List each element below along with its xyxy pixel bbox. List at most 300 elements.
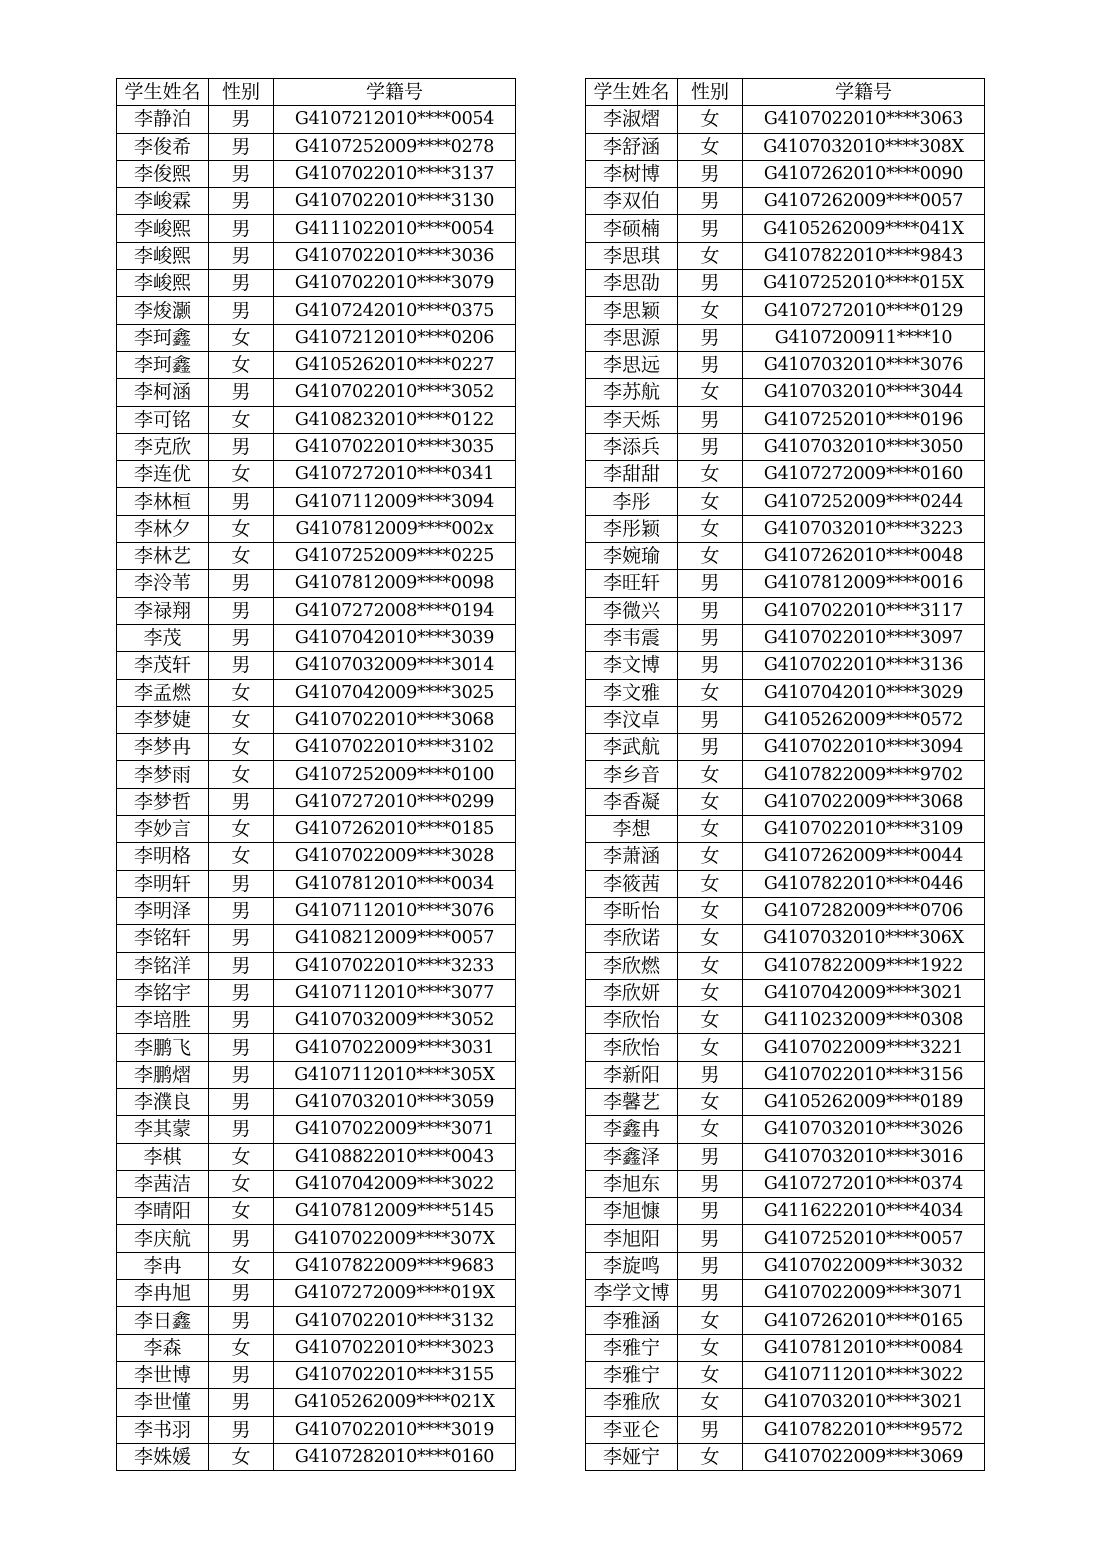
table-row — [117, 1170, 516, 1197]
table-row — [117, 624, 516, 651]
student-name: 李濮良 — [117, 1088, 209, 1115]
student-gender: 女 — [678, 897, 743, 924]
student-gender: 女 — [678, 925, 743, 952]
table-row — [586, 1143, 985, 1170]
student-name: 李培胜 — [117, 1007, 209, 1034]
student-rows-right — [586, 106, 985, 1471]
student-id: G4107272009****0160 — [743, 461, 985, 488]
table-row — [117, 188, 516, 215]
student-id: G4107812010****0084 — [743, 1334, 985, 1361]
student-id: G4107262010****0090 — [743, 160, 985, 187]
table-row — [586, 324, 985, 351]
student-gender: 女 — [209, 734, 274, 761]
student-gender: 女 — [678, 1361, 743, 1388]
header-student-id: 学籍号 — [274, 79, 516, 106]
student-gender: 男 — [209, 597, 274, 624]
student-gender: 女 — [678, 1007, 743, 1034]
table-row — [586, 734, 985, 761]
student-id: G4107262009****0044 — [743, 843, 985, 870]
student-gender: 男 — [209, 433, 274, 460]
student-name: 李筱茜 — [586, 870, 678, 897]
table-row — [117, 379, 516, 406]
student-name: 李婉瑜 — [586, 543, 678, 570]
student-id: G4107022010****3233 — [274, 952, 516, 979]
student-gender: 女 — [678, 1034, 743, 1061]
student-id: G4107022009****3221 — [743, 1034, 985, 1061]
student-table-left — [116, 78, 516, 1471]
student-gender: 女 — [678, 1116, 743, 1143]
table-row — [117, 160, 516, 187]
student-gender: 女 — [678, 461, 743, 488]
student-gender: 女 — [678, 761, 743, 788]
student-name: 李想 — [586, 816, 678, 843]
student-name: 李彤 — [586, 488, 678, 515]
table-row — [117, 515, 516, 542]
table-row — [117, 133, 516, 160]
table-row — [586, 379, 985, 406]
student-gender: 男 — [209, 1361, 274, 1388]
student-name: 李娅宁 — [586, 1443, 678, 1470]
student-id: G4107262009****0057 — [743, 188, 985, 215]
student-name: 李晴阳 — [117, 1198, 209, 1225]
table-row — [117, 1280, 516, 1307]
student-id: G4107282009****0706 — [743, 897, 985, 924]
student-name: 李俊熙 — [117, 160, 209, 187]
table-row — [117, 324, 516, 351]
student-name: 李添兵 — [586, 433, 678, 460]
student-gender: 男 — [209, 925, 274, 952]
student-name: 李梦雨 — [117, 761, 209, 788]
header-gender: 性别 — [209, 79, 274, 106]
student-name: 李甜甜 — [586, 461, 678, 488]
student-gender: 女 — [678, 679, 743, 706]
student-gender: 男 — [678, 406, 743, 433]
student-gender: 男 — [209, 870, 274, 897]
table-row — [117, 816, 516, 843]
student-name: 李世懂 — [117, 1389, 209, 1416]
student-gender: 男 — [209, 1280, 274, 1307]
student-id: G4107252010****015X — [743, 270, 985, 297]
student-id: G4107822009****1922 — [743, 952, 985, 979]
student-name: 李明格 — [117, 843, 209, 870]
table-row — [586, 816, 985, 843]
student-name: 李克欣 — [117, 433, 209, 460]
student-gender: 女 — [678, 952, 743, 979]
table-row — [117, 543, 516, 570]
student-name: 李微兴 — [586, 597, 678, 624]
student-id: G4107812009****5145 — [274, 1198, 516, 1225]
student-name: 李树博 — [586, 160, 678, 187]
student-name: 李峻霖 — [117, 188, 209, 215]
table-row — [586, 270, 985, 297]
student-id: G4108232010****0122 — [274, 406, 516, 433]
table-row — [586, 897, 985, 924]
student-gender: 男 — [209, 652, 274, 679]
student-name: 李馨艺 — [586, 1088, 678, 1115]
student-id: G4107252009****0278 — [274, 133, 516, 160]
student-gender: 男 — [678, 1061, 743, 1088]
student-id: G4107022009****307X — [274, 1225, 516, 1252]
student-gender: 女 — [209, 406, 274, 433]
student-gender: 男 — [209, 979, 274, 1006]
student-gender: 女 — [209, 351, 274, 378]
student-id: G4107022010****3102 — [274, 734, 516, 761]
student-id: G4107022010****3132 — [274, 1307, 516, 1334]
student-id: G4107022010****3097 — [743, 624, 985, 651]
student-name: 李铭轩 — [117, 925, 209, 952]
student-gender: 男 — [209, 215, 274, 242]
table-row — [586, 624, 985, 651]
student-gender: 男 — [209, 188, 274, 215]
student-id: G4107812009****0098 — [274, 570, 516, 597]
student-id: G4107032009****3052 — [274, 1007, 516, 1034]
student-name: 李泠苇 — [117, 570, 209, 597]
student-gender: 女 — [209, 1443, 274, 1470]
table-row — [586, 1061, 985, 1088]
student-id: G4107262010****0165 — [743, 1307, 985, 1334]
student-gender: 女 — [678, 242, 743, 269]
table-row — [586, 925, 985, 952]
student-gender: 男 — [678, 734, 743, 761]
student-id: G4105262009****0572 — [743, 706, 985, 733]
student-name: 李旭阳 — [586, 1225, 678, 1252]
student-id: G4107042009****3022 — [274, 1170, 516, 1197]
student-id: G4107022009****3069 — [743, 1443, 985, 1470]
student-name: 李思源 — [586, 324, 678, 351]
student-id: G4107822010****0446 — [743, 870, 985, 897]
student-name: 李思琪 — [586, 242, 678, 269]
student-name: 李欣燃 — [586, 952, 678, 979]
header-name: 学生姓名 — [586, 79, 678, 106]
table-row — [117, 734, 516, 761]
student-name: 李梦婕 — [117, 706, 209, 733]
table-row — [117, 406, 516, 433]
table-row — [117, 1143, 516, 1170]
student-name: 李乡音 — [586, 761, 678, 788]
student-gender: 女 — [209, 1170, 274, 1197]
student-id: G4107032010****3021 — [743, 1389, 985, 1416]
table-row — [117, 1389, 516, 1416]
table-row — [117, 461, 516, 488]
table-row — [586, 1116, 985, 1143]
student-name: 李雅涵 — [586, 1307, 678, 1334]
student-name: 李欣妍 — [586, 979, 678, 1006]
student-gender: 男 — [209, 133, 274, 160]
table-row — [586, 188, 985, 215]
student-name: 李淑熠 — [586, 106, 678, 133]
student-name: 李旋鸣 — [586, 1252, 678, 1279]
student-gender: 女 — [678, 1389, 743, 1416]
table-row — [117, 843, 516, 870]
header-name: 学生姓名 — [117, 79, 209, 106]
student-id: G4107022010****3023 — [274, 1334, 516, 1361]
table-row — [586, 979, 985, 1006]
student-id: G4107022010****3136 — [743, 652, 985, 679]
student-name: 李林桓 — [117, 488, 209, 515]
student-name: 李汶卓 — [586, 706, 678, 733]
student-name: 李武航 — [586, 734, 678, 761]
student-name: 李峻熙 — [117, 270, 209, 297]
table-row — [586, 1280, 985, 1307]
student-id: G4111022010****0054 — [274, 215, 516, 242]
student-gender: 男 — [678, 160, 743, 187]
student-id: G4107022009****3068 — [743, 788, 985, 815]
student-gender: 女 — [209, 324, 274, 351]
student-gender: 男 — [209, 1061, 274, 1088]
student-name: 李明轩 — [117, 870, 209, 897]
table-row — [586, 1198, 985, 1225]
student-gender: 男 — [678, 1143, 743, 1170]
student-id: G4107022009****3028 — [274, 843, 516, 870]
student-gender: 女 — [678, 488, 743, 515]
table-row — [117, 706, 516, 733]
student-name: 李鹏熠 — [117, 1061, 209, 1088]
student-id: G4107022010****3052 — [274, 379, 516, 406]
student-name: 李欣怡 — [586, 1007, 678, 1034]
student-gender: 男 — [209, 1416, 274, 1443]
student-id: G4107022010****3155 — [274, 1361, 516, 1388]
student-gender: 女 — [209, 1334, 274, 1361]
student-gender: 女 — [209, 1143, 274, 1170]
student-name: 李其蒙 — [117, 1116, 209, 1143]
student-id: G4107022010****3137 — [274, 160, 516, 187]
student-gender: 女 — [209, 1252, 274, 1279]
student-name: 李梦哲 — [117, 788, 209, 815]
table-row — [117, 1007, 516, 1034]
table-row — [117, 1307, 516, 1334]
student-table-right — [585, 78, 985, 1471]
student-name: 李天烁 — [586, 406, 678, 433]
student-id: G4107042009****3025 — [274, 679, 516, 706]
table-row — [117, 570, 516, 597]
table-row — [117, 952, 516, 979]
student-gender: 男 — [209, 952, 274, 979]
student-gender: 男 — [209, 488, 274, 515]
table-row — [117, 761, 516, 788]
student-id: G4107822010****9572 — [743, 1416, 985, 1443]
table-row — [586, 543, 985, 570]
student-id: G4107252009****0244 — [743, 488, 985, 515]
student-id: G4107282010****0160 — [274, 1443, 516, 1470]
student-gender: 男 — [678, 1416, 743, 1443]
student-id: G4107272010****0129 — [743, 297, 985, 324]
student-id: G4107022009****3071 — [743, 1280, 985, 1307]
table-row — [117, 1443, 516, 1470]
table-row — [117, 897, 516, 924]
student-gender: 男 — [678, 324, 743, 351]
student-name: 李冉 — [117, 1252, 209, 1279]
student-id: G4107022010****3063 — [743, 106, 985, 133]
student-gender: 女 — [678, 515, 743, 542]
student-id: G4107032010****306X — [743, 925, 985, 952]
table-row — [117, 297, 516, 324]
student-id: G4107272009****019X — [274, 1280, 516, 1307]
student-name: 李铭洋 — [117, 952, 209, 979]
student-id: G4107272010****0299 — [274, 788, 516, 815]
table-row — [586, 570, 985, 597]
student-id: G4107022010****3068 — [274, 706, 516, 733]
table-row — [586, 515, 985, 542]
student-id: G4107252009****0225 — [274, 543, 516, 570]
student-id: G4107812009****0016 — [743, 570, 985, 597]
table-row — [586, 297, 985, 324]
table-row — [586, 160, 985, 187]
student-id: G4107822009****9702 — [743, 761, 985, 788]
student-name: 李思劭 — [586, 270, 678, 297]
student-gender: 女 — [209, 543, 274, 570]
student-id: G4107812009****002x — [274, 515, 516, 542]
student-gender: 女 — [678, 543, 743, 570]
student-gender: 女 — [678, 106, 743, 133]
student-name: 李焌灏 — [117, 297, 209, 324]
student-name: 李文雅 — [586, 679, 678, 706]
student-gender: 男 — [209, 1088, 274, 1115]
student-gender: 女 — [678, 133, 743, 160]
student-id: G4107200911****10 — [743, 324, 985, 351]
student-gender: 男 — [678, 597, 743, 624]
student-id: G4107032010****3076 — [743, 351, 985, 378]
student-gender: 男 — [209, 624, 274, 651]
table-row — [586, 952, 985, 979]
student-name: 李双伯 — [586, 188, 678, 215]
student-gender: 男 — [209, 160, 274, 187]
student-name: 李雅欣 — [586, 1389, 678, 1416]
student-gender: 男 — [209, 297, 274, 324]
student-id: G4105262009****0189 — [743, 1088, 985, 1115]
table-row — [117, 788, 516, 815]
student-id: G4108822010****0043 — [274, 1143, 516, 1170]
student-gender: 男 — [678, 570, 743, 597]
table-row — [586, 461, 985, 488]
student-id: G4108212009****0057 — [274, 925, 516, 952]
student-gender: 男 — [678, 652, 743, 679]
student-id: G4107822010****9843 — [743, 242, 985, 269]
student-id: G4107032010****3016 — [743, 1143, 985, 1170]
student-id: G4107032010****3026 — [743, 1116, 985, 1143]
table-row — [586, 1307, 985, 1334]
student-id: G4107812010****0034 — [274, 870, 516, 897]
table-row — [586, 1007, 985, 1034]
student-gender: 女 — [678, 979, 743, 1006]
student-gender: 女 — [209, 816, 274, 843]
student-gender: 男 — [209, 106, 274, 133]
student-gender: 女 — [678, 816, 743, 843]
student-gender: 男 — [209, 1034, 274, 1061]
student-gender: 男 — [209, 1307, 274, 1334]
student-id: G4107022010****3035 — [274, 433, 516, 460]
student-name: 李柯涵 — [117, 379, 209, 406]
student-name: 李棋 — [117, 1143, 209, 1170]
table-row — [586, 351, 985, 378]
student-name: 李孟燃 — [117, 679, 209, 706]
student-name: 李峻熙 — [117, 242, 209, 269]
table-row — [586, 706, 985, 733]
table-row — [586, 1334, 985, 1361]
student-gender: 女 — [209, 706, 274, 733]
student-name: 李铭宇 — [117, 979, 209, 1006]
student-gender: 男 — [678, 1198, 743, 1225]
student-name: 李梦冉 — [117, 734, 209, 761]
student-name: 李雅宁 — [586, 1361, 678, 1388]
student-gender: 男 — [678, 1280, 743, 1307]
student-id: G4110232009****0308 — [743, 1007, 985, 1034]
table-row — [117, 1088, 516, 1115]
table-row — [586, 652, 985, 679]
table-row — [586, 242, 985, 269]
student-name: 李书羽 — [117, 1416, 209, 1443]
header-row — [117, 79, 516, 106]
table-row — [586, 1034, 985, 1061]
table-row — [117, 979, 516, 1006]
student-id: G4107252010****0196 — [743, 406, 985, 433]
student-id: G4107022009****3071 — [274, 1116, 516, 1143]
table-row — [586, 1225, 985, 1252]
student-id: G4107022010****3109 — [743, 816, 985, 843]
student-gender: 男 — [209, 270, 274, 297]
table-row — [117, 597, 516, 624]
student-gender: 女 — [678, 1088, 743, 1115]
student-id: G4107032010****308X — [743, 133, 985, 160]
student-name: 李苏航 — [586, 379, 678, 406]
student-name: 李硕楠 — [586, 215, 678, 242]
header-row — [586, 79, 985, 106]
student-id: G4107032009****3014 — [274, 652, 516, 679]
student-id: G4107022009****3031 — [274, 1034, 516, 1061]
student-name: 李欣诺 — [586, 925, 678, 952]
table-row — [586, 1416, 985, 1443]
table-row — [586, 843, 985, 870]
student-gender: 男 — [209, 1389, 274, 1416]
student-gender: 女 — [678, 788, 743, 815]
table-row — [117, 1225, 516, 1252]
student-id: G4107212010****0054 — [274, 106, 516, 133]
student-name: 李雅宁 — [586, 1334, 678, 1361]
table-row — [117, 925, 516, 952]
student-gender: 女 — [209, 679, 274, 706]
student-id: G4105262009****021X — [274, 1389, 516, 1416]
table-row — [586, 1252, 985, 1279]
student-id: G4107822009****9683 — [274, 1252, 516, 1279]
table-row — [586, 788, 985, 815]
student-gender: 女 — [209, 1198, 274, 1225]
student-name: 李思远 — [586, 351, 678, 378]
student-id: G4107272010****0341 — [274, 461, 516, 488]
student-id: G4107252010****0057 — [743, 1225, 985, 1252]
table-row — [586, 1361, 985, 1388]
student-gender: 男 — [209, 379, 274, 406]
table-row — [117, 870, 516, 897]
student-name: 李欣怡 — [586, 1034, 678, 1061]
student-name: 李珂鑫 — [117, 351, 209, 378]
student-id: G4107262010****0185 — [274, 816, 516, 843]
student-gender: 女 — [209, 761, 274, 788]
student-id: G4107022010****3130 — [274, 188, 516, 215]
student-id: G4107032010****3223 — [743, 515, 985, 542]
student-name: 李珂鑫 — [117, 324, 209, 351]
student-id: G4107022010****3156 — [743, 1061, 985, 1088]
student-gender: 女 — [678, 870, 743, 897]
table-row — [586, 406, 985, 433]
student-name: 李峻熙 — [117, 215, 209, 242]
student-name: 李林艺 — [117, 543, 209, 570]
table-row — [586, 1443, 985, 1470]
student-name: 李旺轩 — [586, 570, 678, 597]
student-name: 李亚仑 — [586, 1416, 678, 1443]
student-name: 李禄翔 — [117, 597, 209, 624]
student-id: G4107272008****0194 — [274, 597, 516, 624]
table-row — [117, 652, 516, 679]
student-name: 李彤颖 — [586, 515, 678, 542]
